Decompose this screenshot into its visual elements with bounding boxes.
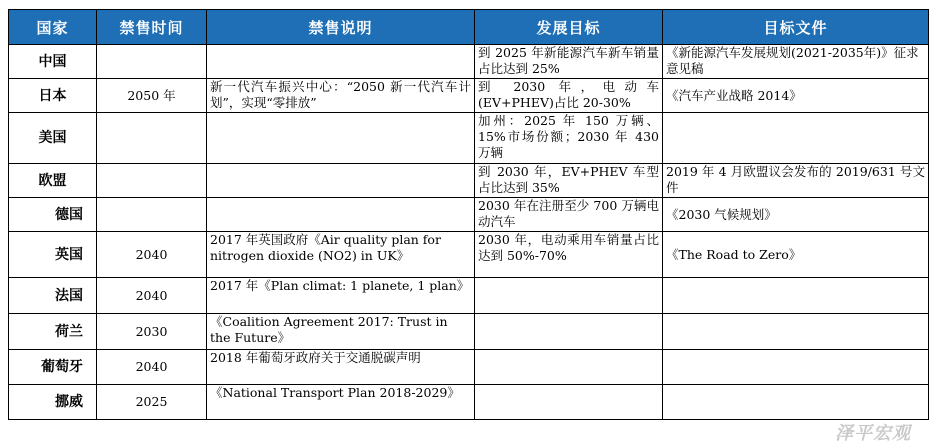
goal-cell: 加州：2025 年 150 万辆、15%市场份额；2030 年 430 万辆	[475, 113, 663, 164]
ban-note-cell: 新一代汽车振兴中心：“2050 新一代汽车计划”，实现“零排放”	[207, 79, 475, 113]
goal-cell: 到 2030 年，电动车(EV+PHEV)占比 20-30%	[475, 79, 663, 113]
ban-year-cell	[97, 198, 207, 232]
target-document-cell	[663, 385, 929, 420]
country-cell: 中国	[9, 45, 97, 79]
table-row	[9, 113, 929, 164]
country-cell: 美国	[9, 113, 97, 164]
target-document-cell: 《The Road to Zero》	[663, 232, 929, 278]
target-document-cell: 《汽车产业战略 2014》	[663, 79, 929, 113]
table-row	[9, 278, 929, 314]
ban-note-cell	[207, 164, 475, 198]
ban-year-cell: 2030	[97, 314, 207, 350]
ice-ban-policy-table	[8, 9, 929, 420]
table-row	[9, 79, 929, 113]
ban-year-cell	[97, 113, 207, 164]
ban-note-cell	[207, 45, 475, 79]
ban-year-cell: 2050 年	[97, 79, 207, 113]
goal-cell: 到 2025 年新能源汽车新车销量占比达到 25%	[475, 45, 663, 79]
ban-year-cell: 2040	[97, 278, 207, 314]
header-target-document: 目标文件	[663, 10, 929, 45]
header-country: 国家	[9, 10, 97, 45]
ban-note-cell	[207, 198, 475, 232]
goal-cell: 2030 年在注册至少 700 万辆电动汽车	[475, 198, 663, 232]
goal-cell	[475, 385, 663, 420]
country-cell: 葡萄牙	[9, 350, 97, 385]
target-document-cell	[663, 314, 929, 350]
header-ban-year: 禁售时间	[97, 10, 207, 45]
target-document-cell	[663, 350, 929, 385]
country-cell: 欧盟	[9, 164, 97, 198]
ban-note-cell: 《National Transport Plan 2018-2029》	[207, 385, 475, 420]
table-row	[9, 164, 929, 198]
table-row	[9, 385, 929, 420]
goal-cell	[475, 350, 663, 385]
table-row	[9, 45, 929, 79]
ban-note-cell: 《Coalition Agreement 2017: Trust in the Future》	[207, 314, 475, 350]
target-document-cell	[663, 113, 929, 164]
table-row	[9, 232, 929, 278]
header-goal: 发展目标	[475, 10, 663, 45]
ban-year-cell: 2040	[97, 350, 207, 385]
ban-note-cell: 2017 年英国政府《Air quality plan for nitrogen dioxide (NO2) in UK》	[207, 232, 475, 278]
country-cell: 法国	[9, 278, 97, 314]
target-document-cell: 《新能源汽车发展规划(2021-2035年)》征求意见稿	[663, 45, 929, 79]
header-ban-note: 禁售说明	[207, 10, 475, 45]
table-header-row	[9, 10, 929, 45]
goal-cell	[475, 314, 663, 350]
ban-note-cell: 2018 年葡萄牙政府关于交通脱碳声明	[207, 350, 475, 385]
ban-year-cell	[97, 164, 207, 198]
table-row	[9, 350, 929, 385]
ban-year-cell: 2025	[97, 385, 207, 420]
table-row	[9, 198, 929, 232]
country-cell: 荷兰	[9, 314, 97, 350]
target-document-cell: 2019 年 4 月欧盟议会发布的 2019/631 号文件	[663, 164, 929, 198]
policy-table-wrapper	[8, 9, 928, 420]
country-cell: 德国	[9, 198, 97, 232]
country-cell: 挪威	[9, 385, 97, 420]
target-document-cell: 《2030 气候规划》	[663, 198, 929, 232]
ban-note-cell	[207, 113, 475, 164]
country-cell: 英国	[9, 232, 97, 278]
ban-note-cell: 2017 年《Plan climat: 1 planete, 1 plan》	[207, 278, 475, 314]
goal-cell	[475, 278, 663, 314]
table-row	[9, 314, 929, 350]
goal-cell: 2030 年，电动乘用车销量占比达到 50%-70%	[475, 232, 663, 278]
goal-cell: 到 2030 年，EV+PHEV 车型占比达到 35%	[475, 164, 663, 198]
ban-year-cell	[97, 45, 207, 79]
target-document-cell	[663, 278, 929, 314]
ban-year-cell: 2040	[97, 232, 207, 278]
country-cell: 日本	[9, 79, 97, 113]
watermark: 泽平宏观	[835, 423, 911, 444]
